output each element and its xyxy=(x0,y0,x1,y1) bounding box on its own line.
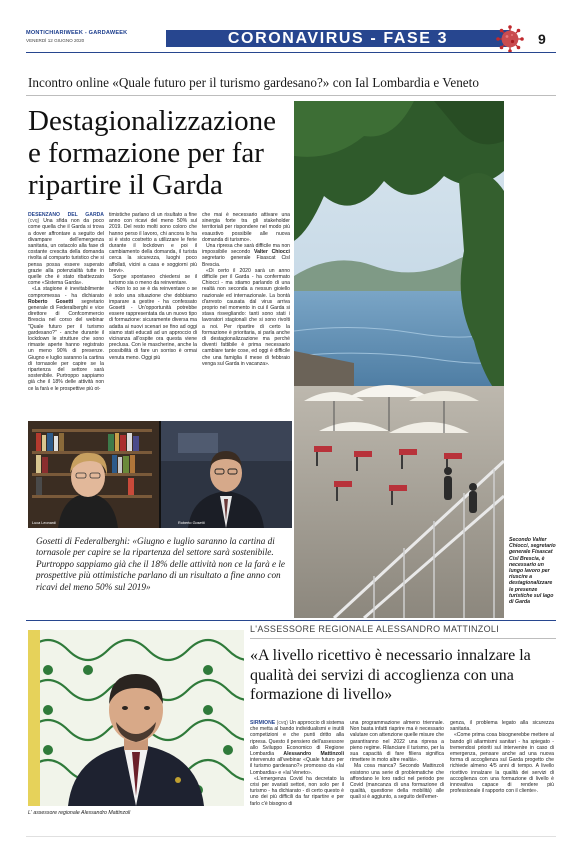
issue-date: VENERDÌ 12 GIUGNO 2020 xyxy=(26,38,85,43)
article-paragraph: una programmazione almeno triennale. Non basta infatti riaprire ma è necessario valutare con attenzione quelle misure che garantiranno nel 2022 una ripresa a pieno regime. Rilanciare il turismo, per la sua capacità di fare filiera significa rimettere in moto altre realtà». xyxy=(350,720,444,764)
article-column-3 xyxy=(202,212,290,417)
paragraph-text: Una sfida non da poco come quella che il Garda si trova a dover affrontare a seguito del divampare dell'emergenza sanitaria, un ostacolo alla fase di costante crescita della domanda rivolta al comparto turistico che si pensa possa essere superato grazie alla potenzialità tutte in quelle che è stato ribattezzato come «Sistema Garda». xyxy=(28,218,104,287)
newspaper-name: MONTICHIARIWEEK - GARDAWEEK xyxy=(26,30,128,36)
story2-headline: «A livello ricettivo è necessario innalzare la qualità dei servizi di accoglienza con una formazione di livello» xyxy=(250,647,531,704)
paragraph-text: segretario generale di Federalberghi e vice direttore di Confcommercio Brescia nel corso del webinar "Quale futuro per il turismo gardesano?" - anche durante il lockdown le strutture che sono rimaste aperte hanno registrato un meno 90% di presenze. Giugno e luglio saranno la cartina di tornasole per capire se la ripartenza del settore sarà sostenibile. Purtroppo sappiamo già che il 18% delle attività non ce la farà e le prospettive più ot- xyxy=(28,298,104,392)
mattinzoli-portrait-photo xyxy=(28,630,244,806)
person-name: Valter Chiocci xyxy=(253,249,290,256)
dateline: DESENZANO DEL GARDA xyxy=(28,212,104,218)
article-paragraph: «Come prima cosa bisognerebbe mettere al bando gli allarmismi sanitari - ha spiegato - tremendosi prioriti sul intervenire in caso di emergenza, pensare anche ad una nuova forma di accoglienza sul Garda progetto che richiede almeno 4/5 anni di tempo. A livello ricettivo innalzare la qualità dei servizi di accoglienza con una formazione di livello è innovativa capace di rendere più professionale il rapporto con il cliente». xyxy=(450,732,554,795)
section-band xyxy=(166,30,510,47)
article-paragraph: «Di certo il 2020 sarà un anno difficile per il Garda - ha confermato Chiocci - ma stiamo parlando di una realtà non seconda a nessun gioiello nazionale ed internazionale. La bontà d'arresto causata dal virus arriva proprio nel momento in cui il Garda si stava risvegliando: tanti sono stati i lavoratori stagionali che si sono rivolti a noi. Per ripartire di certo la formazione è prioritaria, si parla anche di destagionalizzazione ma perché diventi fattibile è prima necessario cambiare tante cose, ed oggi è difficile che una famiglia il mese di febbraio venga sul Garda in vacanza». xyxy=(202,267,290,367)
lake-garda-photo xyxy=(294,101,504,618)
article2-column-3 xyxy=(450,720,554,836)
author-tag: (cvq) xyxy=(28,218,40,225)
lake-photo-caption: Secondo Valter Chiocci, segretario generale Fisascat Cisl Brescia, è necessario un lungo lavoro per riuscire a destagionalizzare le presenze turistiche sul lago di Garda xyxy=(509,537,556,606)
article-column-2 xyxy=(109,212,197,417)
article-paragraph xyxy=(28,212,104,286)
article-paragraph: «L'emergenza Covid ha decretato la crisi per svariati settori, non solo per il turismo - ha dichiarato - di certo questo è uno dei più difficili da far ripartire e per farlo c'è bisogno di xyxy=(250,775,344,807)
article-paragraph xyxy=(202,243,290,268)
author-tag: (cvq) xyxy=(276,720,288,726)
kicker-divider xyxy=(26,95,556,96)
paragraph-text: segretario generale Fisascat Cisl Brescia. xyxy=(202,255,290,268)
story-kicker: Incontro online «Quale futuro per il turismo gardesano?» con Ial Lombardia e Veneto xyxy=(28,75,479,90)
page-bottom-rule xyxy=(26,836,556,837)
masthead xyxy=(26,30,556,66)
article-paragraph: che mai è necessario attivare una sinergia forte tra gli stakeholder territoriali per rispondere nel modo più esaustivo possibile alle nuova domanda di turismo». xyxy=(202,212,290,243)
article2-column-1 xyxy=(250,720,344,836)
paragraph-text: Un approccio di sistema che metta al bando individualismi e inutili competizioni e che punti dritto alla ripresa. Questo il pensiero dell'assessore allo Sviluppo Economico di Regione Lombardia xyxy=(250,720,344,758)
article-paragraph: Sorge spontaneo chiedersi se il turismo sia o meno da reinventare. xyxy=(109,274,197,287)
article-paragraph xyxy=(250,720,344,776)
paragraph-text: intervenuto all'webinar «Quale futuro per il turismo gardesano?» promosso da «Ial Lombardia» e «Ial Veneto». xyxy=(250,757,344,776)
article-paragraph: timistiche parlano di un risultato a fine anno con ricavi del meno 50% sul 2019. Del resto molti sono coloro che hanno perso il lavoro, chi ancora lo ha si è visto costretto a utilizzare le ferie durante il lockdown e poi il cambiamento della domanda, il turista cerca la sicurezza, luoghi poco affollati, vicini a casa e soggiorni più brevi». xyxy=(109,212,197,274)
article-paragraph: Ma cosa manca? Secondo Mattinzoli esistono una serie di problematiche che affondano le loro radici nel periodo pre Covid (mancanza di una formazione di qualità, questione della mobilità) alle quali si è aggiunto, a seguito dell'emer- xyxy=(350,763,444,801)
person-name: Roberto Gosetti xyxy=(28,298,74,305)
article-paragraph xyxy=(28,286,104,391)
masthead-rule xyxy=(26,52,556,53)
webinar-participant-label: Roberto Gosetti xyxy=(178,521,205,525)
section-title: CORONAVIRUS - FASE 3 xyxy=(227,30,449,47)
webinar-photo xyxy=(28,421,292,528)
page-number: 9 xyxy=(538,31,546,47)
pull-quote: Gosetti di Federalberghi: «Giugno e luglio saranno la cartina di tornasole per capire se la ripartenza del settore sarà sostenibile. Purtroppo sappiamo già che il 18% delle attività non ce la farà e le prospettive più ottimistiche parlano di un risultato a fine anno con ricavi del meno 50% sul 2019» xyxy=(36,536,285,592)
dateline: SIRMIONE xyxy=(250,720,276,726)
person-name: Alessandro Mattinzoli xyxy=(283,751,344,758)
webinar-participant-label: Luca Leonardi xyxy=(32,521,57,525)
paragraph-text: «La stagione è inevitabilmente compromessa - ha dichiarato xyxy=(28,286,104,299)
mattinzoli-photo-caption: L' assessore regionale Alessandro Mattinzoli xyxy=(28,810,131,816)
story-headline: Destagionalizzazione e formazione per far ripartire il Garda xyxy=(28,105,276,201)
coronavirus-icon xyxy=(496,25,524,53)
kicker2-divider xyxy=(250,638,556,639)
section-divider xyxy=(26,620,556,621)
article2-column-2 xyxy=(350,720,444,836)
article-paragraph: «Non lo so se è da reinventare o se è solo una situazione che dobbiamo imparare a gestire - ha confessato Gosetti - Un'opportunità potrebbe essere rappresentata da un nuovo tipo di formazione: sicuramente diversa ma adatta ai nuovi scenari se fino ad oggi siamo stati educati ad un approccio di vicinanza all'ospite ora questa viene preclusa. Con le mascherine, anche la possibilità di fare un sorriso è ormai venuta meno. Oggi più xyxy=(109,286,197,361)
article-column-1 xyxy=(28,212,104,417)
story2-kicker: L'ASSESSORE REGIONALE ALESSANDRO MATTINZOLI xyxy=(250,624,500,634)
article-paragraph: genza, il problema legato alla sicurezza sanitaria. xyxy=(450,720,554,733)
paragraph-text: Una ripresa che sarà difficile ma non impossibile secondo xyxy=(202,243,290,256)
